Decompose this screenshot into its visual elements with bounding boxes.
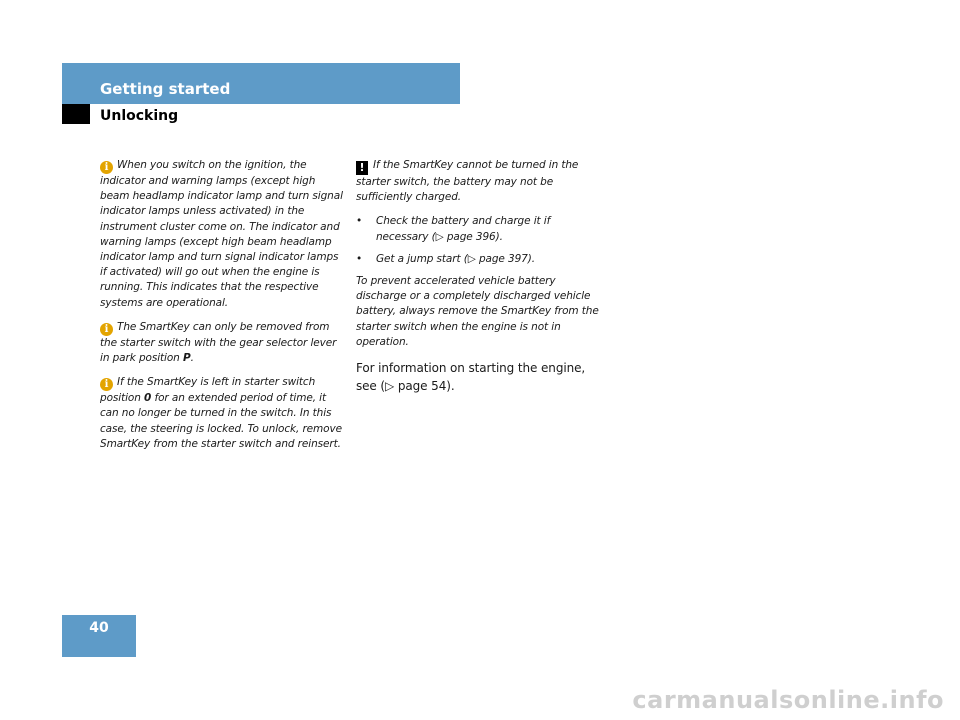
page-reference-link[interactable]: page 397	[478, 252, 528, 265]
subsection-title: Unlocking	[100, 108, 179, 124]
page-reference-arrow-icon: ▷	[435, 230, 444, 243]
left-column	[100, 158, 343, 461]
section-title: Getting started	[100, 80, 231, 98]
page-reference-link[interactable]: page 54	[397, 379, 447, 394]
info-icon: i	[100, 378, 113, 391]
bullet-icon: •	[356, 252, 363, 265]
page-number: 40	[89, 620, 109, 636]
list-item: • Check the battery and charge it if necessary (▷ page 396).	[356, 214, 601, 244]
subsection-marker	[62, 104, 90, 124]
battery-discharge-note: To prevent accelerated vehicle battery discharge or a completely discharged vehicle battery, always remove the SmartKey from the starter switch when the engine is not in operation.	[356, 275, 599, 348]
right-column	[356, 158, 601, 404]
warning-icon: !	[356, 161, 368, 175]
page-reference-arrow-icon: ▷	[467, 252, 476, 265]
page-reference-arrow-icon: ▷	[385, 379, 395, 394]
info-note-steering-lock: i If the SmartKey is left in starter switch position 0 for an extended period of time, it can no longer be turned in the switch. In this case, the steering is locked. To unlock, remove SmartKey from the starter switch and reinsert.	[100, 376, 342, 450]
info-icon: i	[100, 323, 113, 336]
info-icon: i	[100, 161, 113, 174]
watermark: carmanualsonline.info	[632, 686, 944, 714]
bullet-icon: •	[356, 215, 363, 228]
info-note-ignition: i When you switch on the ignition, the indicator and warning lamps (except high beam headlamp indicator lamp and turn signal indicator lamps unless activated) in the instrument cluster come on. The indicator and warning lamps (except high beam headlamp indicator lamp and turn signal indicator lamps if activated) will go out when the engine is running. This indicates that the respective systems are operational.	[100, 159, 343, 309]
warning-note-battery: ! If the SmartKey cannot be turned in the starter switch, the battery may not be sufficiently charged.	[356, 159, 579, 204]
page-reference-link[interactable]: page 396	[446, 230, 496, 243]
starting-engine-reference: For information on starting the engine, see (▷ page 54).	[356, 361, 586, 394]
info-note-smartkey-removal: i The SmartKey can only be removed from the starter switch with the gear selector lever in park position P.	[100, 320, 337, 365]
list-item: • Get a jump start (▷ page 397).	[356, 252, 601, 267]
